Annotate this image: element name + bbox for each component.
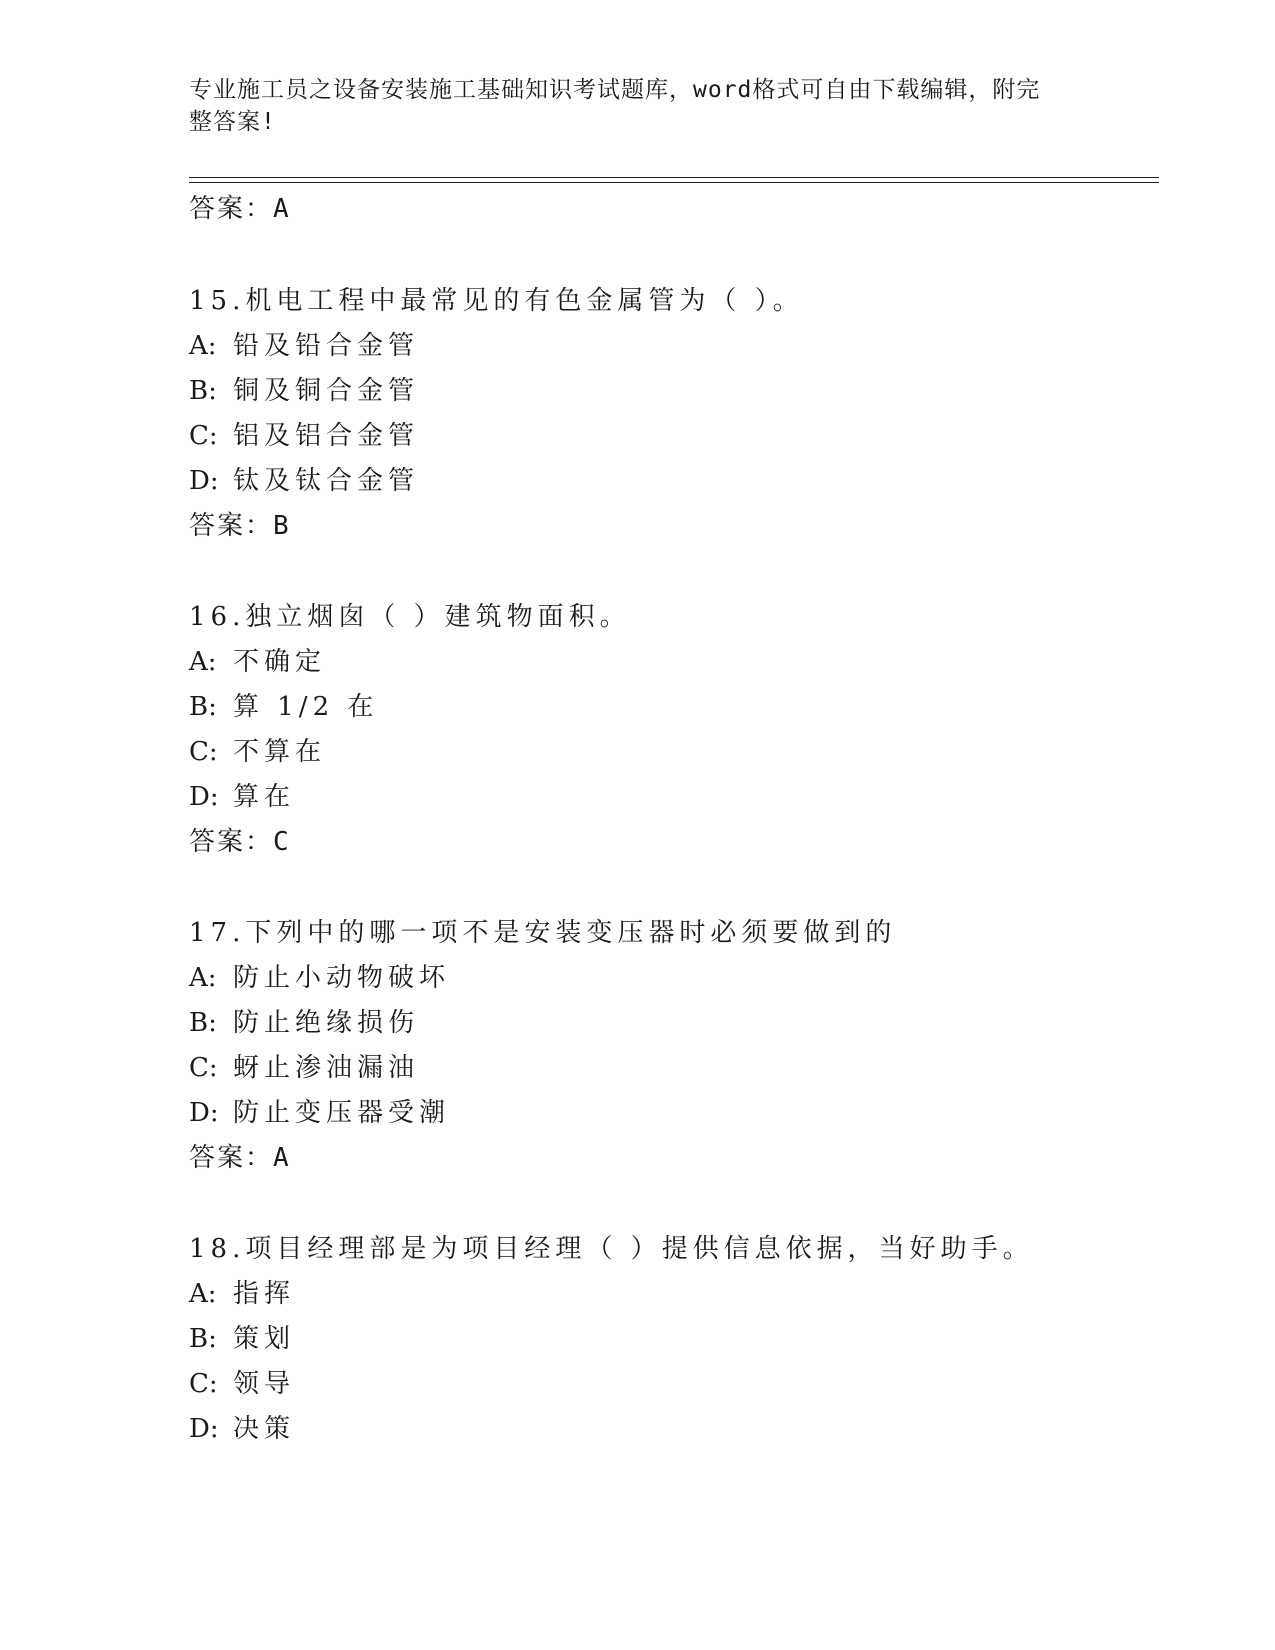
question-15-answer: 答案：B	[189, 511, 291, 541]
option-label: B:	[189, 1324, 217, 1354]
option-text: 钛及钛合金管	[233, 466, 420, 496]
option-text: 铝及铝合金管	[233, 421, 420, 451]
header-divider-bottom	[189, 182, 1159, 183]
question-16-option-b	[189, 690, 378, 724]
option-text: 不确定	[233, 647, 327, 677]
option-text: 铅及铅合金管	[233, 331, 420, 361]
question-16-stem: 16.独立烟囱（ ）建筑物面积。	[189, 602, 631, 632]
option-text: 算 1/2 在	[233, 692, 379, 722]
option-label: C:	[189, 737, 218, 767]
question-17-stem: 17.下列中的哪一项不是安装变压器时必须要做到的	[189, 918, 897, 948]
header-line-2: 整答案!	[189, 109, 276, 135]
question-17-option-b	[189, 1006, 419, 1040]
previous-answer: 答案：A	[189, 194, 291, 224]
option-text: 不算在	[233, 737, 327, 767]
question-16-option-a	[189, 645, 326, 679]
question-15-stem: 15.机电工程中最常见的有色金属管为（ ）。	[189, 286, 804, 316]
option-text: 防止绝缘损伤	[233, 1008, 420, 1038]
option-label: B:	[189, 376, 217, 406]
question-18-option-b	[189, 1322, 295, 1356]
question-18-option-a	[189, 1277, 295, 1311]
question-18-option-d	[189, 1412, 295, 1446]
question-18-stem: 18.项目经理部是为项目经理（ ）提供信息依据，当好助手。	[189, 1234, 1034, 1264]
question-17-option-a	[189, 961, 450, 995]
option-text: 领导	[233, 1369, 296, 1399]
option-text: 蚜止渗油漏油	[233, 1053, 420, 1083]
document-header	[189, 74, 1069, 138]
option-label: D:	[189, 1414, 219, 1444]
option-label: C:	[189, 1369, 218, 1399]
option-label: A:	[189, 331, 217, 361]
option-label: D:	[189, 466, 219, 496]
option-text: 算在	[233, 782, 296, 812]
question-16-option-d	[189, 780, 295, 814]
question-17-option-c	[189, 1051, 419, 1085]
option-label: D:	[189, 782, 219, 812]
option-label: A:	[189, 1279, 217, 1309]
question-17-answer: 答案：A	[189, 1143, 291, 1173]
question-17-option-d	[189, 1096, 450, 1130]
option-text: 防止变压器受潮	[233, 1098, 451, 1128]
question-15-option-c	[189, 419, 419, 453]
question-16-option-c	[189, 735, 326, 769]
header-divider-top	[189, 177, 1159, 178]
question-16-answer: 答案：C	[189, 827, 291, 857]
option-label: A:	[189, 647, 217, 677]
question-15-option-d	[189, 464, 419, 498]
question-18-option-c	[189, 1367, 295, 1401]
option-label: B:	[189, 692, 217, 722]
option-text: 防止小动物破坏	[233, 963, 451, 993]
option-text: 铜及铜合金管	[233, 376, 420, 406]
option-label: C:	[189, 421, 218, 451]
option-label: B:	[189, 1008, 217, 1038]
option-text: 策划	[233, 1324, 296, 1354]
question-15-option-b	[189, 374, 419, 408]
option-text: 决策	[233, 1414, 296, 1444]
option-label: A:	[189, 963, 217, 993]
option-text: 指挥	[233, 1279, 296, 1309]
option-label: C:	[189, 1053, 218, 1083]
option-label: D:	[189, 1098, 219, 1128]
header-line-1: 专业施工员之设备安装施工基础知识考试题库，word格式可自由下载编辑，附完	[189, 77, 1041, 103]
question-15-option-a	[189, 329, 419, 363]
